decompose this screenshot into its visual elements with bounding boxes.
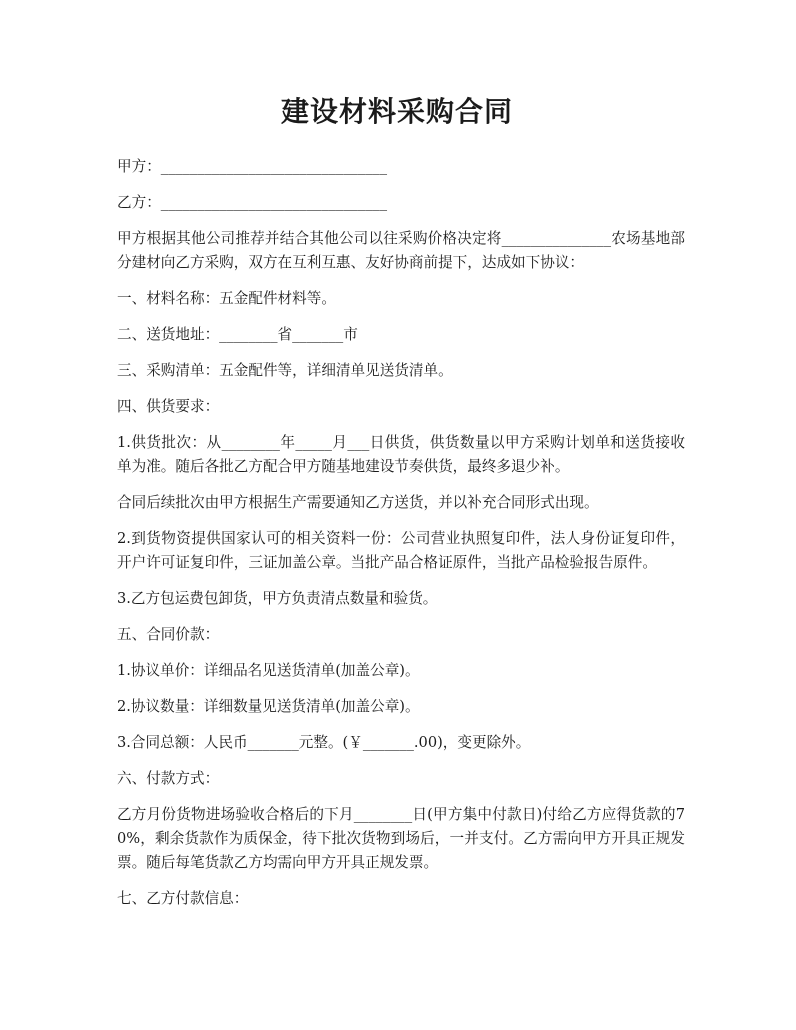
- clause-2-delivery-address: 二、送货地址：________省_______市: [117, 326, 358, 343]
- clause-1-material-name: 一、材料名称：五金配件材料等。: [117, 290, 336, 307]
- clause-4-heading: 四、供货要求：: [117, 398, 220, 415]
- clause-4-item-2: 2.到货物资提供国家认可的相关资料一份：公司营业执照复印件，法人身份证复印件，开户许可证复印件，三证加盖公章。当批产品合格证原件，当批产品检验报告原件。: [117, 530, 685, 571]
- document-title: 建设材料采购合同: [280, 95, 513, 128]
- clause-5-item-1: 1.协议单价：详细品名见送货清单(加盖公章)。: [117, 662, 420, 679]
- party-b-line: 乙方：_______________________________: [117, 194, 387, 211]
- clause-3-purchase-list: 三、采购清单：五金配件等，详细清单见送货清单。: [117, 362, 453, 379]
- clause-5-item-2: 2.协议数量：详细数量见送货清单(加盖公章)。: [117, 698, 420, 715]
- preamble-paragraph: 甲方根据其他公司推荐并结合其他公司以往采购价格决定将_______________农场基地部分建材向乙方采购，双方在互利互惠、友好协商前提下，达成如下协议：: [117, 230, 685, 271]
- clause-4-item-3: 3.乙方包运费包卸货，甲方负责清点数量和验货。: [117, 590, 438, 607]
- clause-4-followup: 合同后续批次由甲方根据生产需要通知乙方送货，并以补充合同形式出现。: [117, 494, 599, 511]
- clause-5-item-3: 3.合同总额：人民币_______元整。(￥_______.00)，变更除外。: [117, 734, 531, 751]
- clause-6-payment-terms: 乙方月份货物进场验收合格后的下月________日(甲方集中付款日)付给乙方应得货款的70%，剩余货款作为质保金，待下批次货物到场后，一并支付。乙方需向甲方开具正规发票。随后每笔货款乙方均需向甲方开具正规发票。: [117, 806, 685, 871]
- clause-6-heading: 六、付款方式：: [117, 770, 220, 787]
- clause-4-item-1: 1.供货批次：从________年_____月___日供货，供货数量以甲方采购计划单和送货接收单为准。随后各批乙方配合甲方随基地建设节奏供货，最终多退少补。: [117, 434, 685, 475]
- clause-5-heading: 五、合同价款：: [117, 626, 220, 643]
- contract-page: [117, 92, 685, 923]
- clause-7-heading: 七、乙方付款信息：: [117, 890, 249, 907]
- party-a-line: 甲方：_______________________________: [117, 158, 387, 175]
